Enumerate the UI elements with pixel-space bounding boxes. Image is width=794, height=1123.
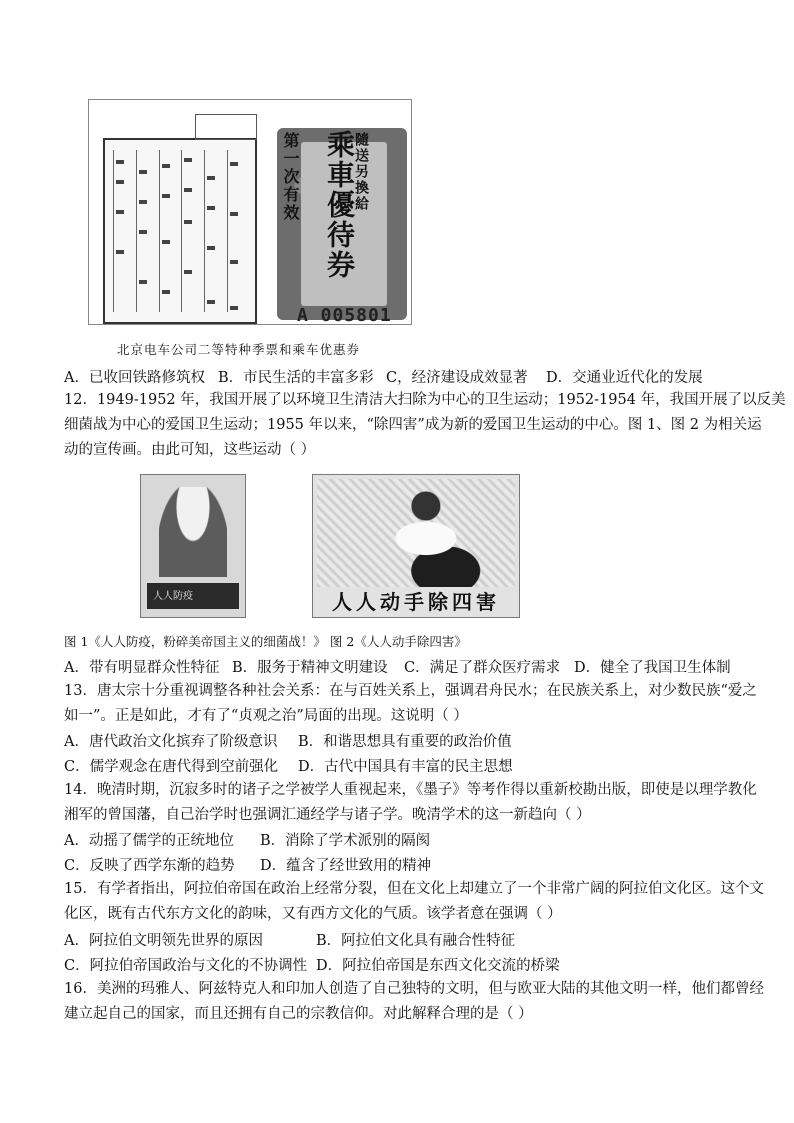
poster-2-slogan: 人人动手除四害 (332, 590, 500, 614)
q12-stem-line-1: 12．1949-1952 年，我国开展了以环境卫生清洁大扫除为中心的卫生运动；1952-1954 年，我国开展了以反美 (64, 392, 786, 408)
q13-option-a: A．唐代政治文化摈弃了阶级意识 (64, 734, 278, 750)
q12-option-b: B．服务于精神文明建设 (232, 660, 388, 676)
q11-option-c: C，经济建设成效显著 (386, 370, 528, 386)
q14-option-c: C．反映了西学东渐的趋势 (64, 858, 235, 874)
poster-2-image (312, 474, 520, 618)
q15-stem-line-1: 15．有学者指出，阿拉伯帝国在政治上经常分裂，但在文化上却建立了一个非常广阔的阿拉伯文化区。这个文 (64, 881, 764, 897)
q15-stem-line-2: 化区，既有古代东方文化的韵味，又有西方文化的气质。该学者意在强调（ ） (64, 906, 562, 922)
q14-stem-line-2: 湘军的曾国藩，自己治学时也强调汇通经学与诸子学。晚清学术的这一新趋向（ ） (64, 807, 591, 823)
q13-option-d: D．古代中国具有丰富的民主思想 (298, 759, 513, 775)
season-ticket-image (103, 138, 257, 324)
q14-option-d: D．蕴含了经世致用的精神 (260, 858, 432, 874)
q13-option-b: B．和谐思想具有重要的政治价值 (298, 734, 512, 750)
q11-option-a: A．已收回铁路修筑权 (64, 370, 205, 386)
q12-option-c: C．满足了群众医疗需求 (404, 660, 561, 676)
ticket-serial: A 005801 (297, 305, 392, 325)
poster-1-banner (147, 583, 239, 609)
q16-stem-line-1: 16．美洲的玛雅人、阿兹特克人和印加人创造了自己独特的文明，但与欧亚大陆的其他文明一样，他们都曾经 (64, 981, 764, 997)
poster-1-figure (159, 487, 227, 577)
q16-stem-line-2: 建立起自己的国家，而且还拥有自己的宗教信仰。对此解释合理的是（ ） (64, 1006, 533, 1022)
q11-option-d: D．交通业近代化的发展 (546, 370, 703, 386)
q11-option-b: B．市民生活的丰富多彩 (218, 370, 374, 386)
figure1-caption: 北京电车公司二等特种季票和乘车优惠券 (117, 342, 361, 357)
q13-stem-line-1: 13．唐太宗十分重视调整各种社会关系：在与百姓关系上，强调君舟民水；在民族关系上，对少数民族“爱之 (64, 683, 757, 699)
q12-option-d: D．健全了我国卫生体制 (574, 660, 731, 676)
q15-option-c: C．阿拉伯帝国政治与文化的不协调性 (64, 958, 308, 974)
poster-1-image (140, 474, 246, 618)
q12-option-a: A．带有明显群众性特征 (64, 660, 220, 676)
discount-ticket-image (277, 128, 407, 325)
q15-option-a: A．阿拉伯文明领先世界的原因 (64, 933, 263, 949)
q13-option-c: C．儒学观念在唐代得到空前强化 (64, 759, 279, 775)
q15-option-d: D．阿拉伯帝国是东西文化交流的桥梁 (316, 958, 560, 974)
ticket-main-text: 乘車優待券 (323, 130, 356, 280)
ticket-text-columns (113, 150, 247, 312)
q12-stem-line-2: 细菌战为中心的爱国卫生运动；1955 年以来，“除四害”成为新的爱国卫生运动的中心。图 1、图 2 为相关运 (64, 417, 762, 433)
tram-ticket-photo (88, 99, 412, 325)
q13-stem-line-2: 如一”。正是如此，才有了“贞观之治”局面的出现。这说明（ ） (64, 708, 468, 724)
ticket-right-text: 隨送另換給 (353, 132, 369, 212)
ticket-left-text: 第一次有效 (281, 132, 300, 222)
ticket-stub (195, 114, 257, 140)
poster-1-text: 人人防疫 (153, 591, 193, 602)
poster-2-scene (317, 479, 515, 587)
q15-option-b: B．阿拉伯文化具有融合性特征 (316, 933, 516, 949)
figure2-caption: 图 1《人人防疫，粉碎美帝国主义的细菌战！》 图 2《人人动手除四害》 (64, 634, 467, 649)
q12-stem-line-3: 动的宣传画。由此可知，这些运动（ ） (64, 442, 316, 458)
q14-stem-line-1: 14．晚清时期，沉寂多时的诸子之学被学人重视起来，《墨子》等考作得以重新校勘出版，即使是以理学教化 (64, 782, 757, 798)
q14-option-a: A．动摇了儒学的正统地位 (64, 833, 234, 849)
q14-option-b: B．消除了学术派别的隔阂 (260, 833, 431, 849)
